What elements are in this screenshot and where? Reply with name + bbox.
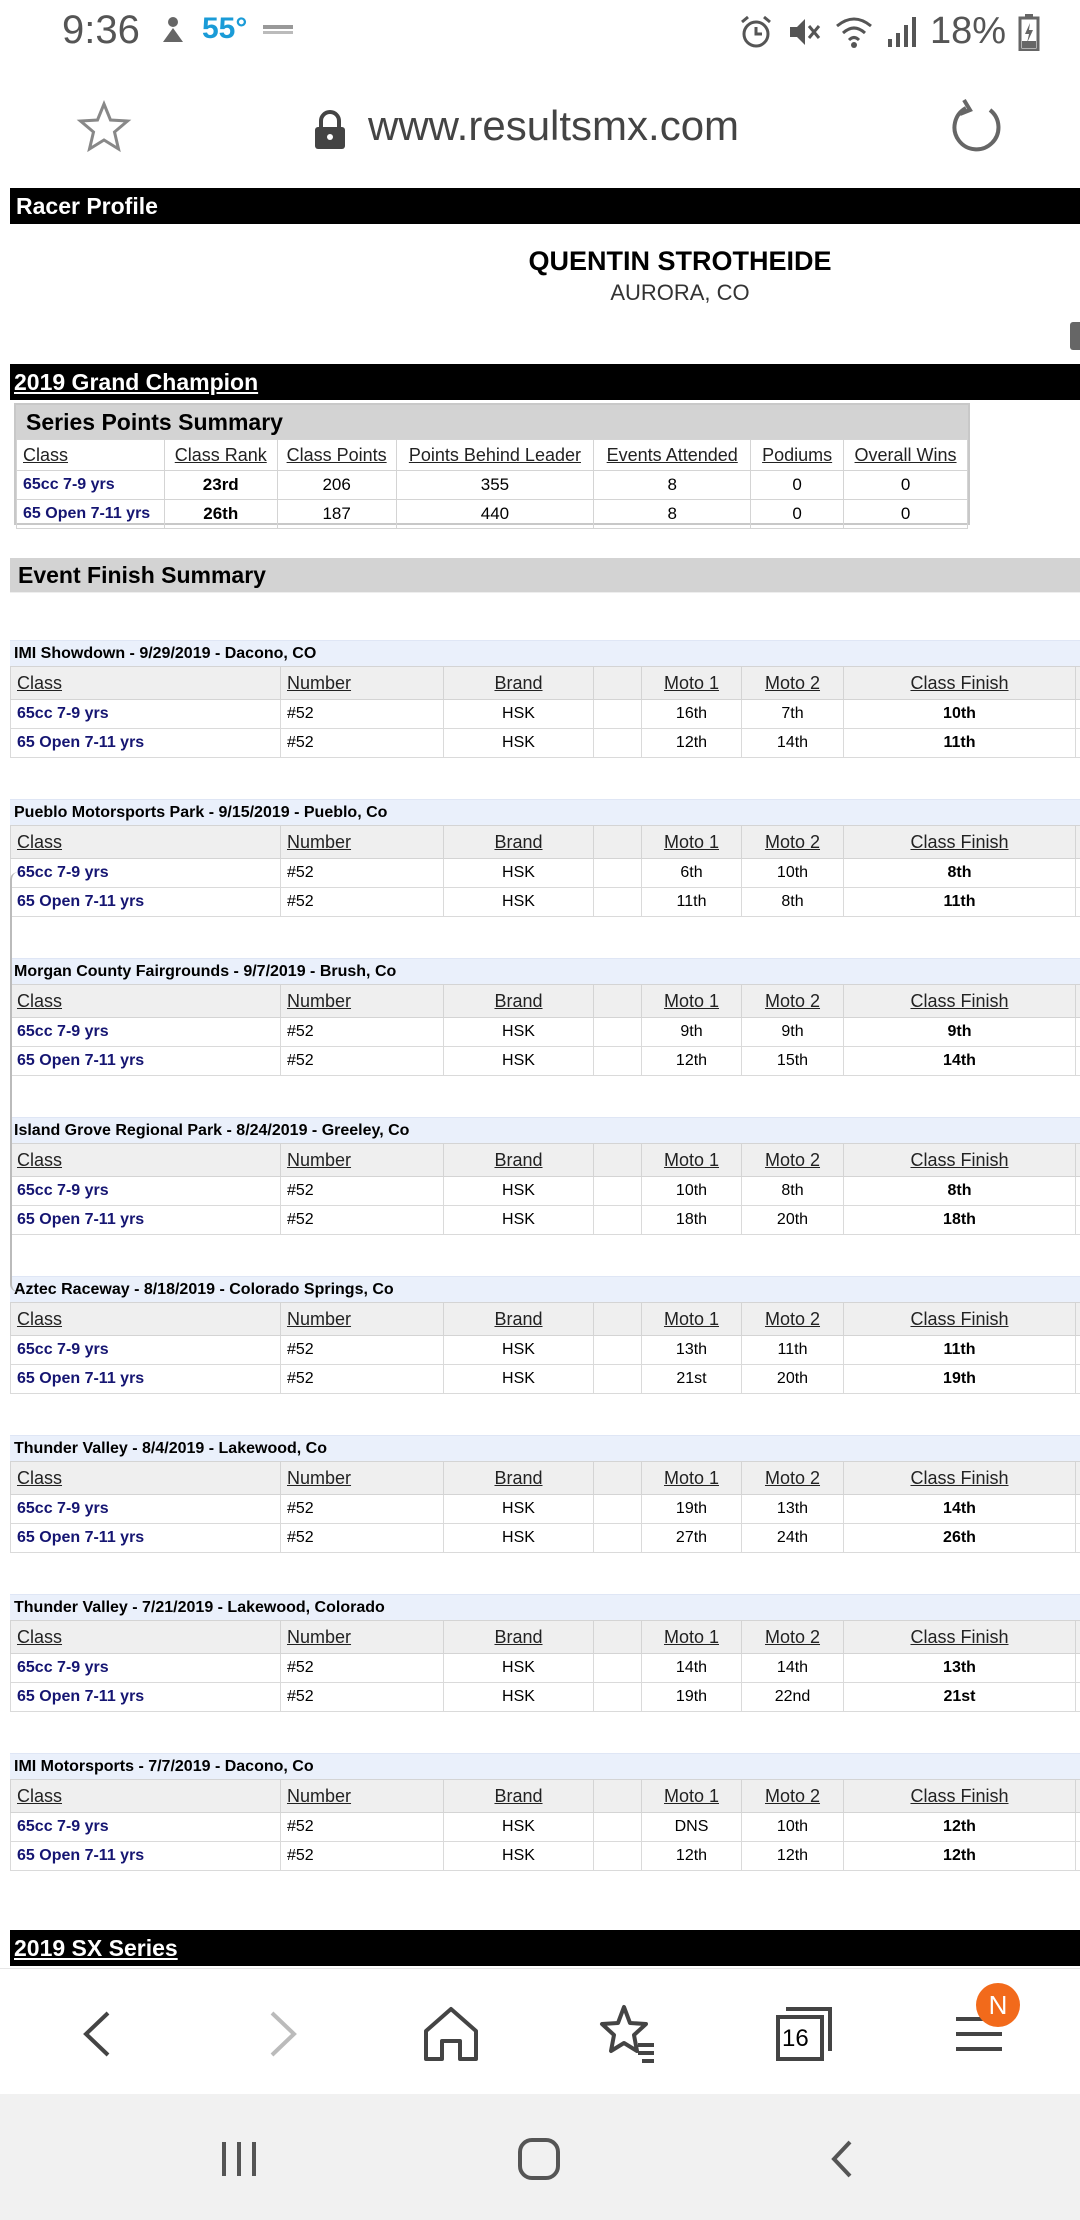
event-cell-moto2: 7th xyxy=(742,700,844,729)
event-block xyxy=(10,1435,1080,1553)
recents-icon[interactable] xyxy=(214,2134,264,2184)
event-cell-finish: 14th xyxy=(844,1495,1076,1524)
event-header-cell[interactable]: Number xyxy=(281,667,444,700)
event-title: IMI Motorsports - 7/7/2019 - Dacono, Co xyxy=(10,1753,1080,1779)
event-header-cell[interactable]: Class xyxy=(11,1462,281,1495)
event-cell-spacer xyxy=(1076,1813,1080,1842)
browser-toolbar xyxy=(0,1968,1080,2095)
home-icon[interactable] xyxy=(416,1999,486,2069)
event-header-spacer xyxy=(594,1621,642,1654)
event-header-cell[interactable]: Moto 2 xyxy=(742,985,844,1018)
table-row xyxy=(11,1206,1080,1235)
web-page-content xyxy=(10,188,1080,1968)
event-cell-finish: 9th xyxy=(844,1018,1076,1047)
event-cell-class[interactable]: 65cc 7-9 yrs xyxy=(11,1018,281,1047)
event-cell-number: #52 xyxy=(281,1206,444,1235)
event-results-table xyxy=(10,825,1080,917)
event-cell-spacer xyxy=(1076,888,1080,917)
table-row xyxy=(11,1047,1080,1076)
points-cell-events: 8 xyxy=(594,500,751,529)
points-summary-title: Series Points Summary xyxy=(16,405,968,439)
event-cell-number: #52 xyxy=(281,1495,444,1524)
event-cell-brand: HSK xyxy=(444,1683,594,1712)
table-row xyxy=(11,1018,1080,1047)
event-cell-number: #52 xyxy=(281,1813,444,1842)
racer-profile-header: Racer Profile xyxy=(10,188,1080,224)
event-cell-moto2: 8th xyxy=(742,1177,844,1206)
event-cell-moto2: 8th xyxy=(742,888,844,917)
points-cell-behind: 440 xyxy=(396,500,594,529)
event-cell-brand: HSK xyxy=(444,1336,594,1365)
event-header-cell[interactable]: Class Finish xyxy=(844,1621,1076,1654)
event-cell-spacer xyxy=(1076,1047,1080,1076)
event-header-spacer xyxy=(594,1462,642,1495)
event-header-cell[interactable]: Number xyxy=(281,985,444,1018)
event-cell-moto1: 16th xyxy=(642,700,742,729)
event-cell-spacer xyxy=(594,1495,642,1524)
event-cell-brand: HSK xyxy=(444,729,594,758)
points-cell-behind: 355 xyxy=(396,471,594,500)
event-cell-spacer xyxy=(594,1683,642,1712)
points-cell-rank: 23rd xyxy=(164,471,277,500)
event-header-cell[interactable]: Moto 2 xyxy=(742,1303,844,1336)
event-cell-finish: 12th xyxy=(844,1813,1076,1842)
event-cell-spacer xyxy=(594,859,642,888)
event-header-cell[interactable]: Class Finish xyxy=(844,667,1076,700)
event-cell-moto2: 20th xyxy=(742,1365,844,1394)
event-block xyxy=(10,640,1080,758)
event-cell-finish: 11th xyxy=(844,1336,1076,1365)
system-navigation-bar xyxy=(0,2094,1080,2220)
event-cell-spacer xyxy=(1076,1654,1080,1683)
points-cell-points: 187 xyxy=(277,500,396,529)
event-title: Thunder Valley - 8/4/2019 - Lakewood, Co xyxy=(10,1435,1080,1461)
status-right-icons xyxy=(738,10,1040,53)
event-cell-finish: 8th xyxy=(844,1177,1076,1206)
points-header-cell[interactable]: Overall Wins xyxy=(844,440,968,471)
event-header-cell[interactable]: Brand xyxy=(444,1621,594,1654)
event-cell-spacer xyxy=(1076,700,1080,729)
event-header-spacer xyxy=(594,1303,642,1336)
event-header-cell[interactable]: Class Finish xyxy=(844,1462,1076,1495)
event-cell-class[interactable]: 65 Open 7-11 yrs xyxy=(11,1365,281,1394)
points-cell-wins: 0 xyxy=(844,471,968,500)
event-header-cell[interactable]: Moto 1 xyxy=(642,985,742,1018)
event-results-table xyxy=(10,1143,1080,1235)
table-row xyxy=(11,859,1080,888)
event-header-cell[interactable]: Moto 2 xyxy=(742,826,844,859)
event-cell-brand: HSK xyxy=(444,1047,594,1076)
points-cell-class[interactable]: 65cc 7-9 yrs xyxy=(17,471,165,500)
points-cell-podiums: 0 xyxy=(751,471,844,500)
status-time: 9:36 xyxy=(62,8,140,52)
event-cell-class[interactable]: 65 Open 7-11 yrs xyxy=(11,1206,281,1235)
battery-icon xyxy=(1018,13,1040,51)
alarm-icon xyxy=(738,14,774,50)
event-cell-moto1: 19th xyxy=(642,1495,742,1524)
table-row xyxy=(11,1336,1080,1365)
event-cell-number: #52 xyxy=(281,1524,444,1553)
table-row xyxy=(11,1683,1080,1712)
event-header-cell[interactable]: Class xyxy=(11,1780,281,1813)
event-cell-number: #52 xyxy=(281,1683,444,1712)
event-cell-moto1: 14th xyxy=(642,1654,742,1683)
event-cell-moto1: 18th xyxy=(642,1206,742,1235)
event-cell-brand: HSK xyxy=(444,888,594,917)
points-header-cell[interactable]: Events Attended xyxy=(594,440,751,471)
tabs-button[interactable] xyxy=(768,1999,838,2069)
event-cell-moto1: DNS xyxy=(642,1813,742,1842)
event-cell-spacer xyxy=(594,1047,642,1076)
points-cell-events: 8 xyxy=(594,471,751,500)
event-header-cell[interactable]: Moto 1 xyxy=(642,1144,742,1177)
points-table xyxy=(16,439,968,529)
weather-temperature: 55° xyxy=(202,12,248,45)
event-cell-finish: 12th xyxy=(844,1842,1076,1871)
event-header-cell[interactable]: Brand xyxy=(444,1303,594,1336)
event-cell-brand: HSK xyxy=(444,1365,594,1394)
home-nav-icon[interactable] xyxy=(514,2134,564,2184)
event-cell-moto2: 15th xyxy=(742,1047,844,1076)
event-block xyxy=(10,799,1080,917)
event-cell-class[interactable]: 65 Open 7-11 yrs xyxy=(11,1047,281,1076)
table-row xyxy=(11,700,1080,729)
event-cell-spacer xyxy=(594,1018,642,1047)
event-header-cell[interactable]: Moto 2 xyxy=(742,1462,844,1495)
event-header-cell[interactable]: Brand xyxy=(444,826,594,859)
event-cell-brand: HSK xyxy=(444,1177,594,1206)
event-header-cell[interactable]: Brand xyxy=(444,667,594,700)
event-cell-spacer xyxy=(594,888,642,917)
event-cell-spacer xyxy=(1076,729,1080,758)
wealth-app-icon xyxy=(158,14,188,44)
edge-panel-handle[interactable] xyxy=(10,872,22,1292)
weather-icon xyxy=(261,19,295,39)
event-cell-spacer xyxy=(1076,1206,1080,1235)
event-cell-number: #52 xyxy=(281,888,444,917)
event-header-cell[interactable]: Class xyxy=(11,1303,281,1336)
event-cell-number: #52 xyxy=(281,1336,444,1365)
series-title-link[interactable]: 2019 Grand Champion xyxy=(10,364,1080,400)
event-cell-moto1: 6th xyxy=(642,859,742,888)
event-header-spacer xyxy=(1076,1303,1080,1336)
event-cell-spacer xyxy=(594,1206,642,1235)
event-cell-spacer xyxy=(594,1177,642,1206)
event-header-cell[interactable]: Class Finish xyxy=(844,826,1076,859)
racer-location: AURORA, CO xyxy=(610,280,750,305)
mute-icon xyxy=(786,14,822,50)
event-cell-moto2: 9th xyxy=(742,1018,844,1047)
event-header-spacer xyxy=(1076,1780,1080,1813)
event-cell-finish: 11th xyxy=(844,888,1076,917)
address-bar xyxy=(0,64,1080,188)
event-cell-finish: 26th xyxy=(844,1524,1076,1553)
event-cell-moto2: 13th xyxy=(742,1495,844,1524)
event-cell-finish: 18th xyxy=(844,1206,1076,1235)
event-cell-class[interactable]: 65cc 7-9 yrs xyxy=(11,1336,281,1365)
event-header-cell[interactable]: Number xyxy=(281,1303,444,1336)
event-results-table xyxy=(10,1620,1080,1712)
points-cell-rank: 26th xyxy=(164,500,277,529)
lock-icon xyxy=(312,110,348,150)
event-header-spacer xyxy=(594,1144,642,1177)
event-cell-spacer xyxy=(1076,1495,1080,1524)
event-cell-moto1: 12th xyxy=(642,1842,742,1871)
event-header-cell[interactable]: Moto 2 xyxy=(742,667,844,700)
back-nav-icon[interactable] xyxy=(818,2134,868,2184)
event-cell-spacer xyxy=(594,729,642,758)
tabs-count: 16 xyxy=(782,2025,809,2052)
event-header-cell[interactable]: Moto 2 xyxy=(742,1144,844,1177)
event-cell-brand: HSK xyxy=(444,859,594,888)
event-cell-moto1: 11th xyxy=(642,888,742,917)
event-cell-number: #52 xyxy=(281,1842,444,1871)
event-cell-spacer xyxy=(594,1336,642,1365)
event-cell-moto2: 22nd xyxy=(742,1683,844,1712)
event-cell-brand: HSK xyxy=(444,700,594,729)
event-cell-finish: 14th xyxy=(844,1047,1076,1076)
points-cell-wins: 0 xyxy=(844,500,968,529)
forward-icon[interactable] xyxy=(244,1999,314,2069)
series-points-summary xyxy=(14,403,970,525)
points-header-cell[interactable]: Class Points xyxy=(277,440,396,471)
event-cell-number: #52 xyxy=(281,700,444,729)
back-icon[interactable] xyxy=(66,1999,136,2069)
event-header-cell[interactable]: Moto 1 xyxy=(642,1780,742,1813)
event-block xyxy=(10,958,1080,1076)
status-left-icons xyxy=(158,12,295,46)
event-title: IMI Showdown - 9/29/2019 - Dacono, CO xyxy=(10,640,1080,666)
event-header-cell[interactable]: Moto 2 xyxy=(742,1780,844,1813)
event-block xyxy=(10,1276,1080,1394)
points-header-cell[interactable]: Podiums xyxy=(751,440,844,471)
event-cell-moto1: 27th xyxy=(642,1524,742,1553)
event-header-cell[interactable]: Number xyxy=(281,826,444,859)
points-row xyxy=(17,471,968,500)
event-cell-moto1: 9th xyxy=(642,1018,742,1047)
event-cell-moto1: 21st xyxy=(642,1365,742,1394)
scroll-handle[interactable] xyxy=(1070,322,1080,350)
event-header-spacer xyxy=(1076,826,1080,859)
points-cell-podiums: 0 xyxy=(751,500,844,529)
spacer xyxy=(10,592,1080,629)
event-cell-finish: 8th xyxy=(844,859,1076,888)
event-header-spacer xyxy=(1076,667,1080,700)
event-cell-spacer xyxy=(1076,1336,1080,1365)
event-cell-number: #52 xyxy=(281,859,444,888)
event-header-spacer xyxy=(594,985,642,1018)
event-cell-class[interactable]: 65cc 7-9 yrs xyxy=(11,700,281,729)
event-cell-class[interactable]: 65 Open 7-11 yrs xyxy=(11,888,281,917)
event-cell-brand: HSK xyxy=(444,1206,594,1235)
event-header-cell[interactable]: Brand xyxy=(444,1144,594,1177)
event-cell-spacer xyxy=(594,700,642,729)
event-cell-spacer xyxy=(1076,1177,1080,1206)
event-block xyxy=(10,1117,1080,1235)
table-row xyxy=(11,1524,1080,1553)
signal-icon xyxy=(886,15,918,49)
event-header-cell[interactable]: Brand xyxy=(444,1462,594,1495)
bookmark-star-icon[interactable] xyxy=(76,100,132,156)
event-cell-spacer xyxy=(1076,1842,1080,1871)
event-cell-brand: HSK xyxy=(444,1524,594,1553)
event-block xyxy=(10,1594,1080,1712)
event-cell-finish: 10th xyxy=(844,700,1076,729)
event-cell-spacer xyxy=(1076,859,1080,888)
event-results-table xyxy=(10,666,1080,758)
event-header-spacer xyxy=(594,1780,642,1813)
points-cell-class[interactable]: 65 Open 7-11 yrs xyxy=(17,500,165,529)
event-cell-number: #52 xyxy=(281,1365,444,1394)
event-cell-class[interactable]: 65cc 7-9 yrs xyxy=(11,1654,281,1683)
event-cell-brand: HSK xyxy=(444,1495,594,1524)
event-title: Island Grove Regional Park - 8/24/2019 - Greeley, Co xyxy=(10,1117,1080,1143)
event-header-cell[interactable]: Moto 1 xyxy=(642,1462,742,1495)
event-header-spacer xyxy=(1076,1621,1080,1654)
table-row xyxy=(11,1813,1080,1842)
event-title: Pueblo Motorsports Park - 9/15/2019 - Pueblo, Co xyxy=(10,799,1080,825)
url-field[interactable]: www.resultsmx.com xyxy=(368,102,740,149)
bookmarks-icon[interactable] xyxy=(592,1999,662,2069)
battery-percent: 18% xyxy=(929,10,1006,52)
points-row xyxy=(17,500,968,529)
event-cell-finish: 13th xyxy=(844,1654,1076,1683)
event-header-spacer xyxy=(1076,1462,1080,1495)
table-row xyxy=(11,1495,1080,1524)
event-header-cell[interactable]: Number xyxy=(281,1780,444,1813)
event-cell-class[interactable]: 65cc 7-9 yrs xyxy=(11,1177,281,1206)
event-cell-moto1: 12th xyxy=(642,729,742,758)
event-header-cell[interactable]: Number xyxy=(281,1144,444,1177)
event-cell-spacer xyxy=(1076,1018,1080,1047)
table-row xyxy=(11,1365,1080,1394)
event-cell-class[interactable]: 65cc 7-9 yrs xyxy=(11,1495,281,1524)
event-header-spacer xyxy=(594,667,642,700)
event-header-cell[interactable]: Class xyxy=(11,667,281,700)
event-cell-brand: HSK xyxy=(444,1654,594,1683)
event-cell-spacer xyxy=(594,1365,642,1394)
event-header-cell[interactable]: Moto 1 xyxy=(642,1621,742,1654)
event-title: Aztec Raceway - 8/18/2019 - Colorado Springs, Co xyxy=(10,1276,1080,1302)
event-cell-number: #52 xyxy=(281,1047,444,1076)
reload-icon[interactable] xyxy=(946,98,1006,158)
event-cell-moto2: 10th xyxy=(742,859,844,888)
event-header-cell[interactable]: Brand xyxy=(444,985,594,1018)
event-cell-moto1: 19th xyxy=(642,1683,742,1712)
event-cell-brand: HSK xyxy=(444,1842,594,1871)
event-title: Thunder Valley - 7/21/2019 - Lakewood, Colorado xyxy=(10,1594,1080,1620)
event-cell-number: #52 xyxy=(281,1177,444,1206)
event-header-cell[interactable]: Class Finish xyxy=(844,1144,1076,1177)
event-cell-spacer xyxy=(594,1654,642,1683)
table-row xyxy=(11,888,1080,917)
event-cell-spacer xyxy=(1076,1683,1080,1712)
next-series-title-link[interactable]: 2019 SX Series xyxy=(10,1930,1080,1966)
event-cell-finish: 21st xyxy=(844,1683,1076,1712)
event-header-cell[interactable]: Brand xyxy=(444,1780,594,1813)
event-header-cell[interactable]: Moto 2 xyxy=(742,1621,844,1654)
event-cell-finish: 11th xyxy=(844,729,1076,758)
event-block xyxy=(10,1753,1080,1871)
status-bar xyxy=(0,0,1080,64)
event-cell-class[interactable]: 65 Open 7-11 yrs xyxy=(11,729,281,758)
table-row xyxy=(11,1654,1080,1683)
event-cell-moto2: 10th xyxy=(742,1813,844,1842)
table-row xyxy=(11,729,1080,758)
event-header-cell[interactable]: Class xyxy=(11,826,281,859)
event-header-cell[interactable]: Moto 1 xyxy=(642,1303,742,1336)
event-cell-moto2: 12th xyxy=(742,1842,844,1871)
event-header-cell[interactable]: Class xyxy=(11,1144,281,1177)
event-title: Morgan County Fairgrounds - 9/7/2019 - Brush, Co xyxy=(10,958,1080,984)
event-cell-class[interactable]: 65 Open 7-11 yrs xyxy=(11,1683,281,1712)
event-cell-number: #52 xyxy=(281,1654,444,1683)
event-cell-moto2: 14th xyxy=(742,1654,844,1683)
event-cell-spacer xyxy=(1076,1524,1080,1553)
event-header-cell[interactable]: Class xyxy=(11,1621,281,1654)
wifi-icon xyxy=(834,14,874,50)
points-header-cell[interactable]: Class xyxy=(17,440,165,471)
event-results-table xyxy=(10,1461,1080,1553)
event-cell-class[interactable]: 65cc 7-9 yrs xyxy=(11,1813,281,1842)
event-cell-moto1: 13th xyxy=(642,1336,742,1365)
event-header-cell[interactable]: Class xyxy=(11,985,281,1018)
event-header-cell[interactable]: Class Finish xyxy=(844,1303,1076,1336)
table-row xyxy=(11,1177,1080,1206)
event-cell-brand: HSK xyxy=(444,1813,594,1842)
event-results-table xyxy=(10,984,1080,1076)
event-header-cell[interactable]: Number xyxy=(281,1462,444,1495)
event-cell-number: #52 xyxy=(281,1018,444,1047)
event-cell-moto1: 12th xyxy=(642,1047,742,1076)
event-cell-moto1: 10th xyxy=(642,1177,742,1206)
event-header-cell[interactable]: Class Finish xyxy=(844,985,1076,1018)
event-header-spacer xyxy=(594,826,642,859)
event-cell-moto2: 14th xyxy=(742,729,844,758)
event-cell-spacer xyxy=(1076,1365,1080,1394)
event-header-cell[interactable]: Moto 1 xyxy=(642,826,742,859)
event-cell-class[interactable]: 65 Open 7-11 yrs xyxy=(11,1842,281,1871)
event-cell-spacer xyxy=(594,1842,642,1871)
event-header-spacer xyxy=(1076,1144,1080,1177)
racer-name: QUENTIN STROTHEIDE xyxy=(528,246,832,276)
event-cell-spacer xyxy=(594,1813,642,1842)
table-row xyxy=(11,1842,1080,1871)
event-cell-number: #52 xyxy=(281,729,444,758)
points-header-cell[interactable]: Points Behind Leader xyxy=(396,440,594,471)
points-cell-points: 206 xyxy=(277,471,396,500)
event-cell-moto2: 20th xyxy=(742,1206,844,1235)
event-cell-brand: HSK xyxy=(444,1018,594,1047)
points-header-cell[interactable]: Class Rank xyxy=(164,440,277,471)
event-cell-class[interactable]: 65 Open 7-11 yrs xyxy=(11,1524,281,1553)
notification-badge: N xyxy=(976,1983,1020,2027)
event-cell-moto2: 11th xyxy=(742,1336,844,1365)
event-cell-class[interactable]: 65cc 7-9 yrs xyxy=(11,859,281,888)
event-results-table xyxy=(10,1302,1080,1394)
event-finish-summary-title: Event Finish Summary xyxy=(10,558,1080,592)
event-cell-moto2: 24th xyxy=(742,1524,844,1553)
event-header-cell[interactable]: Class Finish xyxy=(844,1780,1076,1813)
event-header-cell[interactable]: Number xyxy=(281,1621,444,1654)
event-header-spacer xyxy=(1076,985,1080,1018)
event-header-cell[interactable]: Moto 1 xyxy=(642,667,742,700)
event-cell-spacer xyxy=(594,1524,642,1553)
event-cell-finish: 19th xyxy=(844,1365,1076,1394)
event-results-table xyxy=(10,1779,1080,1871)
